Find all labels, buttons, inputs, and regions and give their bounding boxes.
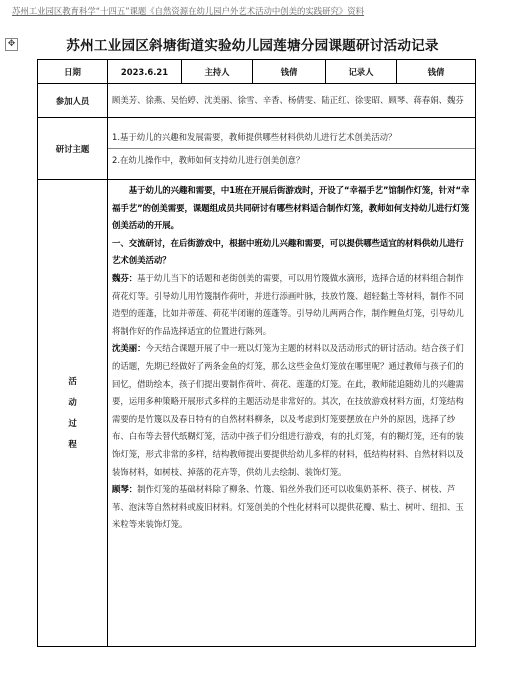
topic-item-2: 2.在幼儿操作中，教师如何支持幼儿进行创美创意？ [112, 155, 305, 165]
process-row [38, 180, 476, 647]
process-content[interactable] [108, 180, 476, 647]
topic-row [38, 118, 476, 180]
speaker-name: 魏芬： [112, 272, 138, 283]
speaker-name: 沈美丽： [112, 343, 146, 354]
discussion-entry [112, 340, 471, 481]
discussion-entry [112, 481, 471, 534]
entry-text: 制作灯笼的基础材料除了柳条、竹篾、铅丝外我们还可以收集奶茶杯、筷子、树枝、芦苇、泡沫等自然材料或废旧材料。灯笼创美的个性化材料可以提供花瓣、粘土、树叶、纽扣、玉米粒等来装饰灯笼。 [112, 484, 464, 530]
topic-item-1: 1.基于幼儿的兴趣和发展需要，教师提供哪些材料供幼儿进行艺术创美活动？ [112, 132, 397, 142]
record-table [37, 59, 476, 647]
process-label-char: 动 [68, 397, 77, 407]
recorder-label: 记录人 [326, 60, 397, 84]
speaker-name: 顾琴： [112, 484, 138, 495]
discussion-entry [112, 270, 471, 340]
table-move-handle-icon[interactable]: ✥ [5, 38, 18, 51]
participants-value[interactable]: 顾美芳、徐燕、吴怡婷、沈美丽、徐雪、辛香、杨倩雯、陆正红、徐雯昭、顾琴、蒋春娟、魏芬 [108, 84, 476, 118]
page-title: 苏州工业园区斜塘街道实验幼儿园莲塘分园课题研讨活动记录 [66, 38, 439, 54]
info-row [38, 60, 476, 84]
entry-text: 今天结合课题开展了中一班以灯笼为主题的材料以及活动形式的研讨活动。结合孩子们的话题，先期已经做好了两条金鱼的灯笼，那么这些金鱼灯笼放在哪里呢？通过教师与孩子们的回忆，借助绘本，孩子们提出要制作荷叶、荷花、莲蓬的灯笼。在此，教师能追随幼儿的兴趣需要，运用多种策略开展形式多样的主题活动是非常好的。其次，在技放游戏材料方面，灯笼结构需要的是竹篾以及春日特有的自然材料柳条，以及考虑到灯笼要摆放在户外的原因，选择了纱布、白布等去替代纸糊灯笼，活动中孩子们分组进行游戏，有的扎灯笼，有的糊灯笼，还有的装饰灯笼，形式非常的多样，结构教师提出要提供给幼儿多样的材料，低结构材料、自然材料以及装饰材料，如树枝、掉落的花卉等，供幼儿去绘制、装饰灯笼。 [112, 343, 464, 477]
header-note: 苏州工业园区教育科学“十四五”课题《自然资源在幼儿园户外艺术活动中创美的实践研究》资料 [12, 6, 365, 16]
date-value[interactable]: 2023.6.21 [108, 60, 182, 84]
topic-divider [108, 148, 475, 149]
participants-row [38, 84, 476, 118]
process-label-char: 活 [68, 376, 77, 386]
entry-text: 基于幼儿当下的话题和老街创美的需要，可以用竹篾做水滴形，选择合适的材料组合制作荷花灯等。引导幼儿用竹篾制作荷叶，并进行添画叶脉，技放竹篾、超轻黏土等材料，制作不同造型的莲蓬，比如并蒂莲、荷花半闭谢的莲蓬等。引导幼儿两两合作，制作鲤鱼灯笼，引导幼儿将制作好的作品选择适宜的位置进行陈列。 [112, 272, 464, 336]
process-label-char: 程 [68, 439, 77, 449]
process-label-char: 过 [68, 418, 77, 428]
process-intro: 基于幼儿的兴趣和需要，中1班在开展后街游戏时，开设了“幸福手艺”馆制作灯笼，针对“幸福手艺”的创美需要，课题组成员共同研讨有哪些材料适合制作灯笼，教师如何支持幼儿进行灯笼创美活动的开展。 [112, 185, 470, 231]
host-value[interactable]: 钱倩 [253, 60, 326, 84]
host-label: 主持人 [182, 60, 253, 84]
recorder-value[interactable]: 钱倩 [397, 60, 476, 84]
date-label: 日期 [38, 60, 108, 84]
topic-label: 研讨主题 [38, 118, 108, 180]
process-label [38, 180, 108, 647]
topic-cell[interactable] [108, 118, 476, 180]
participants-label: 参加人员 [38, 84, 108, 118]
section-heading: 一、交流研讨，在后街游戏中，根据中班幼儿兴趣和需要，可以提供哪些适宜的材料供幼儿进行艺术创美活动？ [112, 237, 464, 266]
